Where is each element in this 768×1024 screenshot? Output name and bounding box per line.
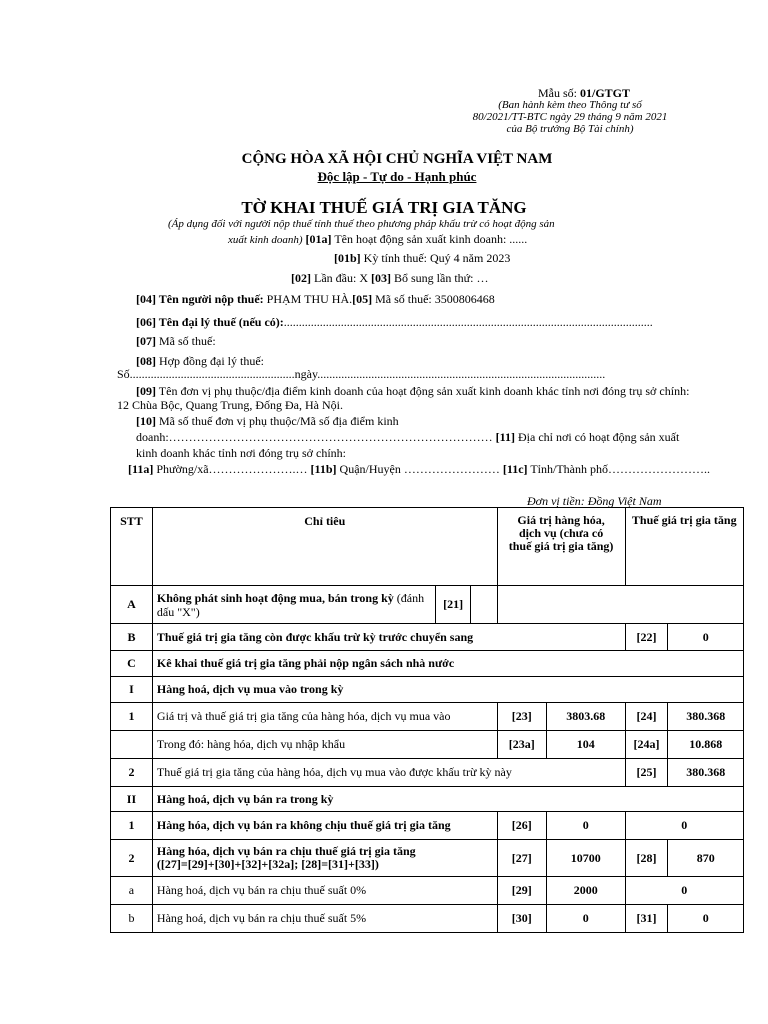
field-08-text: Hợp đồng đại lý thuế:: [156, 354, 264, 368]
field-11b-code: [11b]: [310, 462, 337, 476]
row-ii2-code-28: [28]: [625, 840, 668, 877]
field-08-line-2: Số.......................................................ngày................................................................................................: [117, 367, 606, 381]
field-09-value: 12 Chùa Bộc, Quang Trung, Đống Đa, Hà Nội.: [117, 398, 343, 412]
field-11a-text: Phường/xã………………….…: [153, 462, 311, 476]
field-11-line-2: kinh doanh khác tỉnh nơi đóng trụ sở chính:: [136, 446, 346, 460]
row-ii1-label: Hàng hóa, dịch vụ bán ra không chịu thuế giá trị gia tăng: [152, 812, 497, 840]
field-08-code: [08]: [136, 354, 156, 368]
field-07-code: [07]: [136, 334, 156, 348]
row-i1a-tax: 10.868: [668, 731, 744, 759]
table-header-row: [111, 508, 744, 586]
apply-note-line-1: (Áp dụng đối với người nộp thuế tính thuế theo phương pháp khấu trừ có hoạt động sản: [168, 218, 555, 230]
row-b5-stt: b: [111, 905, 153, 933]
table-row: [111, 651, 744, 677]
table-row: [111, 677, 744, 703]
header-stt: STT: [111, 508, 153, 586]
row-ii1-code-26: [26]: [497, 812, 546, 840]
row-a-checkbox[interactable]: [471, 586, 497, 624]
table-row: [111, 586, 744, 624]
header-gia-tri: Giá trị hàng hóa, dịch vụ (chưa có thuế giá trị gia tăng): [497, 508, 625, 586]
field-04-05: [136, 292, 495, 307]
form-number-label: Mẫu số:: [538, 86, 580, 100]
row-ii2-stt: 2: [111, 840, 153, 877]
row-ii2-label-line-2: ([27]=[29]+[30]+[32]+[32a]; [28]=[31]+[33]): [156, 857, 379, 871]
row-i2-stt: 2: [111, 759, 153, 787]
field-01b-text: Kỳ tính thuế: Quý 4 năm 2023: [360, 251, 511, 265]
row-i1-code-23: [23]: [497, 703, 546, 731]
row-ii2-value: 10700: [546, 840, 625, 877]
row-ii1-tax: 0: [625, 812, 743, 840]
row-ii1-stt: 1: [111, 812, 153, 840]
row-a-code: [21]: [435, 586, 471, 624]
table-row: [111, 759, 744, 787]
table-row: [111, 787, 744, 812]
row-i2-code-25: [25]: [625, 759, 668, 787]
row-b-tax: 0: [668, 624, 744, 651]
row-a-empty: [497, 586, 743, 624]
row-i-label: Hàng hoá, dịch vụ mua vào trong kỳ: [152, 677, 743, 703]
row-i1a-stt: [111, 731, 153, 759]
field-01a-text: Tên hoạt động sản xuất kinh doanh: ......: [331, 232, 528, 246]
field-06-label: [06] Tên đại lý thuế (nếu có):: [136, 315, 284, 329]
row-b5-code-30: [30]: [497, 905, 546, 933]
field-11a-code: [11a]: [128, 462, 154, 476]
row-b5-value: 0: [546, 905, 625, 933]
row-b-stt: B: [111, 624, 153, 651]
field-09: [136, 384, 689, 399]
row-i2-tax: 380.368: [668, 759, 744, 787]
field-01a-code: [01a]: [305, 232, 332, 246]
field-11b-text: Quận/Huyện ……………………: [336, 462, 503, 476]
field-03-text: Bổ sung lần thứ: …: [390, 271, 489, 285]
row-b-label: Thuế giá trị gia tăng còn được khấu trừ kỳ trước chuyển sang: [152, 624, 625, 651]
nation-motto: Độc lập - Tự do - Hạnh phúc: [317, 169, 477, 184]
row-ii2-label-line-1: Hàng hóa, dịch vụ bán ra chịu thuế giá trị gia tăng: [156, 844, 416, 858]
field-07-text: Mã số thuế:: [156, 334, 216, 348]
field-06-dots: ...........................................................................................................................: [283, 315, 653, 329]
field-11abc: [128, 462, 710, 477]
field-11-text: Địa chỉ nơi có hoạt động sản xuất: [515, 430, 680, 444]
table-row: [111, 703, 744, 731]
row-i1a-code-23a: [23a]: [497, 731, 546, 759]
row-a-label-suffix: (đánh dấu "X"): [156, 590, 425, 619]
row-ii-stt: II: [111, 787, 153, 812]
row-a0-label: Hàng hoá, dịch vụ bán ra chịu thuế suất 0%: [152, 877, 497, 905]
row-ii2-label: [152, 840, 497, 877]
nation-name: CỘNG HÒA XÃ HỘI CHỦ NGHĨA VIỆT NAM: [241, 151, 553, 167]
row-i1-code-24: [24]: [625, 703, 668, 731]
field-09-code: [09]: [136, 384, 156, 398]
row-a0-stt: a: [111, 877, 153, 905]
header-thue: Thuế giá trị gia tăng: [625, 508, 743, 586]
field-10-11: [136, 430, 679, 445]
row-ii-label: Hàng hoá, dịch vụ bán ra trong kỳ: [152, 787, 743, 812]
row-a-label: [152, 586, 435, 624]
row-ii1-value: 0: [546, 812, 625, 840]
field-11-code: [11]: [495, 430, 516, 444]
row-a0-value: 2000: [546, 877, 625, 905]
table-row: [111, 840, 744, 877]
header-chi-tieu: Chỉ tiêu: [152, 508, 497, 586]
field-10-line-2: doanh:………………………………………………………………………: [136, 430, 496, 444]
field-01b-code: [01b]: [334, 251, 361, 265]
field-01b: [334, 251, 510, 266]
field-10-code: [10]: [136, 414, 156, 428]
row-b-code: [22]: [625, 624, 668, 651]
field-11c-code: [11c]: [502, 462, 528, 476]
field-11c-text: Tỉnh/Thành phố……………………..: [527, 462, 710, 476]
form-note: [470, 99, 670, 135]
field-05-code: [05]: [352, 292, 373, 306]
row-i1a-label: Trong đó: hàng hóa, dịch vụ nhập khẩu: [152, 731, 497, 759]
table-row: [111, 877, 744, 905]
row-i1a-value: 104: [546, 731, 625, 759]
field-01a: [228, 232, 527, 247]
field-02-text: Lần đầu: X: [311, 271, 371, 285]
row-a-stt: A: [111, 586, 153, 624]
table-row: [111, 905, 744, 933]
field-10-text: Mã số thuế đơn vị phụ thuộc/Mã số địa điểm kinh: [156, 414, 399, 428]
form-note-line-3: của Bộ trưởng Bộ Tài chính): [506, 123, 634, 135]
field-02-03: [291, 271, 489, 286]
row-b5-label: Hàng hoá, dịch vụ bán ra chịu thuế suất 5%: [152, 905, 497, 933]
field-04-label: [04] Tên người nộp thuế:: [136, 292, 267, 306]
row-i1-value: 3803.68: [546, 703, 625, 731]
tax-code: Mã số thuế: 3500806468: [372, 292, 495, 306]
currency-unit: Đơn vị tiền: Đồng Việt Nam: [527, 494, 662, 508]
row-a-label-bold: Không phát sinh hoạt động mua, bán trong kỳ: [156, 590, 394, 605]
page-title: TỜ KHAI THUẾ GIÁ TRỊ GIA TĂNG: [241, 198, 527, 217]
row-i-stt: I: [111, 677, 153, 703]
field-06: [136, 315, 653, 330]
row-i1-label: Giá trị và thuế giá trị gia tăng của hàng hóa, dịch vụ mua vào: [152, 703, 497, 731]
field-10: [136, 414, 399, 429]
form-number-value: 01/GTGT: [580, 86, 631, 100]
row-c-label: Kê khai thuế giá trị gia tăng phải nộp ngân sách nhà nước: [152, 651, 743, 677]
row-ii2-tax: 870: [668, 840, 744, 877]
row-ii2-code-27: [27]: [497, 840, 546, 877]
form-note-line-2: 80/2021/TT-BTC ngày 29 tháng 9 năm 2021: [472, 111, 668, 123]
table-row: [111, 812, 744, 840]
row-b5-code-31: [31]: [625, 905, 668, 933]
field-02-code: [02]: [291, 271, 311, 285]
field-09-text: Tên đơn vị phụ thuộc/địa điểm kinh doanh của hoạt động sản xuất kinh doanh khác tỉnh nơi đóng trụ sở chính:: [156, 384, 690, 398]
row-c-stt: C: [111, 651, 153, 677]
row-i1-stt: 1: [111, 703, 153, 731]
vat-table: [110, 507, 744, 933]
field-07: [136, 334, 216, 349]
row-a0-code-29: [29]: [497, 877, 546, 905]
row-i2-label: Thuế giá trị gia tăng của hàng hóa, dịch vụ mua vào được khấu trừ kỳ này: [152, 759, 625, 787]
row-i1a-code-24a: [24a]: [625, 731, 668, 759]
table-row: [111, 624, 744, 651]
apply-note-line-2: xuất kinh doanh): [228, 234, 303, 246]
row-a0-tax: 0: [625, 877, 743, 905]
field-03-code: [03]: [370, 271, 391, 285]
table-row: [111, 731, 744, 759]
taxpayer-name: PHẠM THU HÀ.: [266, 292, 353, 306]
row-b5-tax: 0: [668, 905, 744, 933]
row-i1-tax: 380.368: [668, 703, 744, 731]
form-note-line-1: (Ban hành kèm theo Thông tư số: [498, 99, 642, 111]
